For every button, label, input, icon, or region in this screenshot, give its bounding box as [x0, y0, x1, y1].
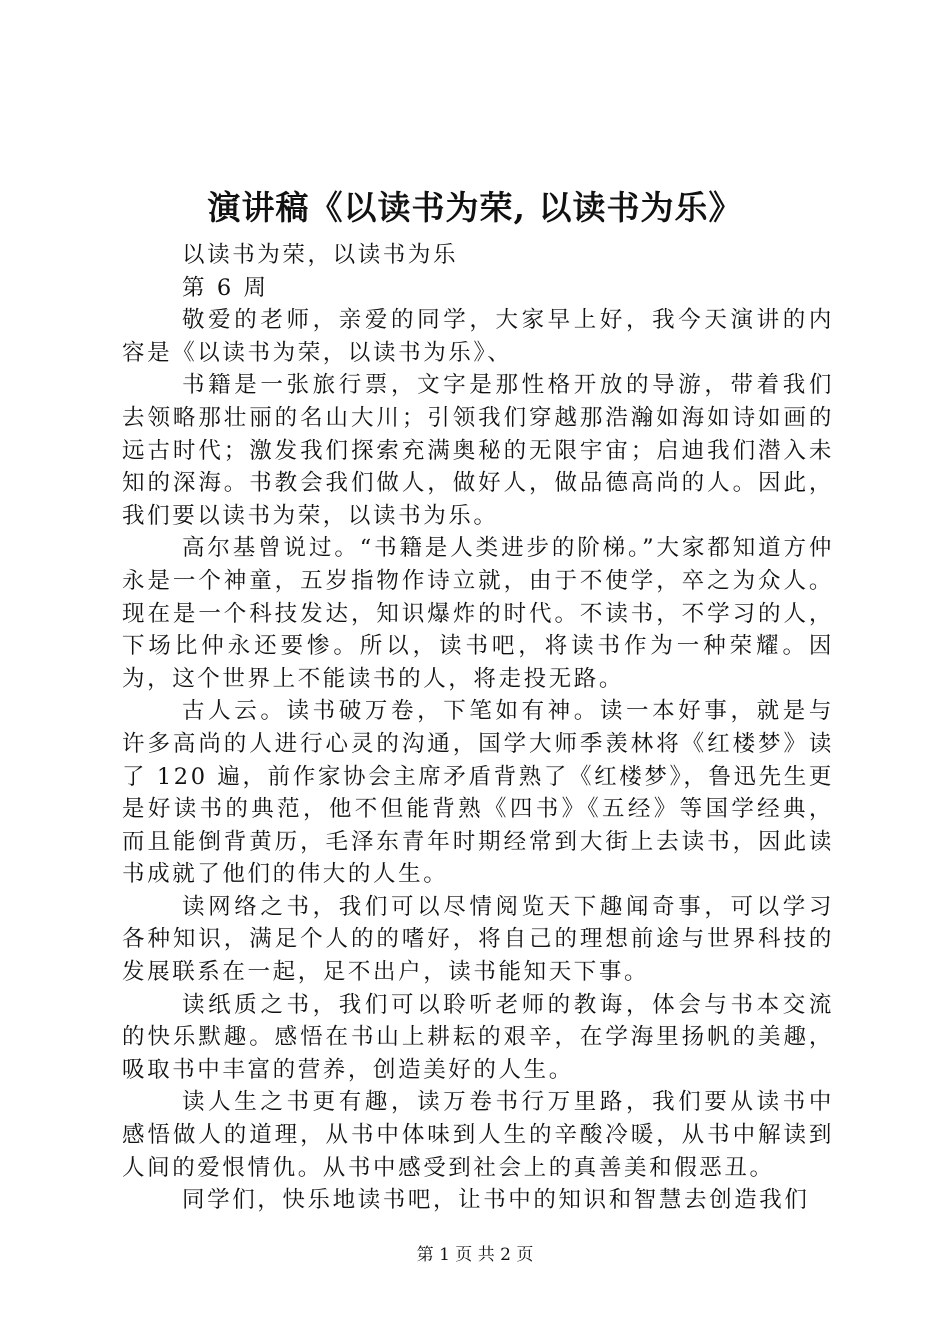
- paragraph: 古人云。读书破万卷，下笔如有神。读一本好事，就是与许多高尚的人进行心灵的沟通，国学大师季羡林将《红楼梦》读了 120 遍，前作家协会主席矛盾背熟了《红楼梦》，鲁迅先生更是好读书的典范，他不但能背熟《四书》《五经》等国学经典，而且能倒背黄历，毛泽东青年时期经常到大街上去读书，因此读书成就了他们的伟大的人生。: [122, 698, 834, 888]
- paragraph: 同学们，快乐地读书吧，让书中的知识和智慧去创造我们: [182, 1187, 810, 1214]
- paragraph: 读人生之书更有趣，读万卷书行万里路，我们要从读书中感悟做人的道理，从书中体味到人生的辛酸冷暖，从书中解读到人间的爱恨情仇。从书中感受到社会上的真善美和假恶丑。: [122, 1089, 834, 1181]
- paragraph: 读网络之书，我们可以尽情阅览天下趣闻奇事，可以学习各种知识，满足个人的的嗜好，将自己的理想前途与世界科技的发展联系在一起，足不出户，读书能知天下事。: [122, 893, 834, 986]
- paragraph: 第 6 周: [182, 274, 269, 301]
- paragraph: 敬爱的老师，亲爱的同学，大家早上好，我今天演讲的内容是《以读书为荣，以读书为乐》、: [122, 307, 834, 366]
- paragraph: 读纸质之书，我们可以聆听老师的教诲，体会与书本交流的快乐默趣。感悟在书山上耕耘的艰辛，在学海里扬帆的美趣，吸取书中丰富的营养，创造美好的人生。: [122, 991, 834, 1083]
- paragraph: 高尔基曾说过。“书籍是人类进步的阶梯。”大家都知道方仲永是一个神童，五岁指物作诗立就，由于不使学，卒之为众人。现在是一个科技发达，知识爆炸的时代。不读书，不学习的人，下场比仲永还要惨。所以，读书吧，将读书作为一种荣耀。因为，这个世界上不能读书的人，将走投无路。: [122, 535, 834, 692]
- page-number-footer: 第 1 页 共 2 页: [416, 1245, 534, 1265]
- paragraph: 以读书为荣，以读书为乐: [182, 242, 459, 268]
- document-body: [122, 239, 834, 1217]
- paragraph: 书籍是一张旅行票，文字是那性格开放的导游，带着我们去领略那壮丽的名山大川；引领我们穿越那浩瀚如海如诗如画的远古时代；激发我们探索充满奥秘的无限宇宙；启迪我们潜入未知的深海。书教会我们做人，做好人，做品德高尚的人。因此，我们要以读书为荣，以读书为乐。: [122, 372, 834, 529]
- document-title: 演讲稿《以读书为荣, 以读书为乐》: [207, 188, 743, 227]
